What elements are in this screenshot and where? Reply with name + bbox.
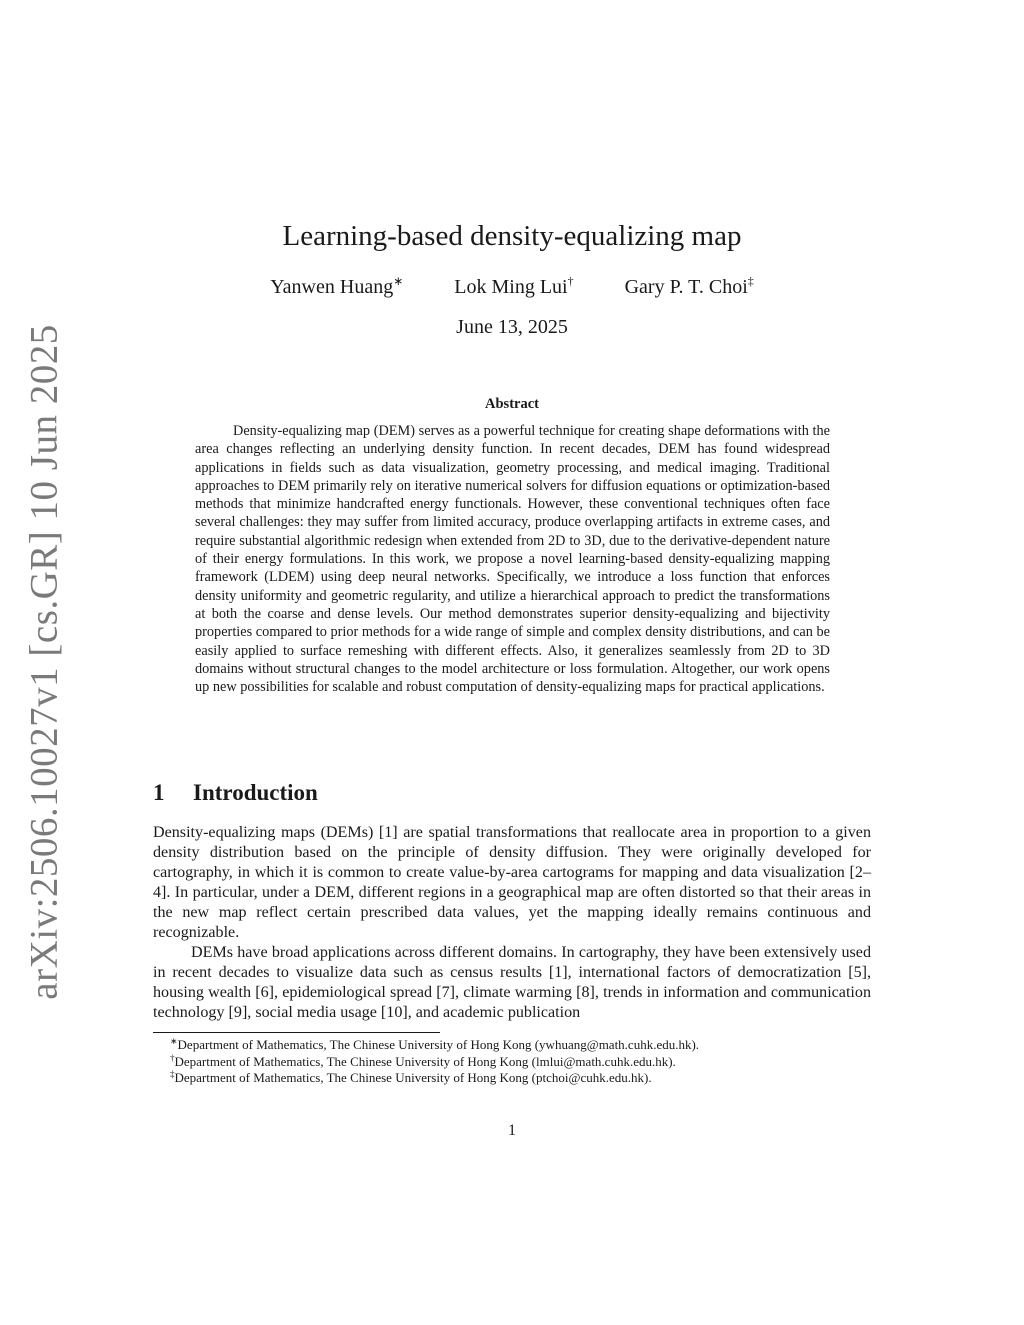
arxiv-identifier-stamp: arXiv:2506.10027v1 [cs.GR] 10 Jun 2025 bbox=[22, 324, 66, 1000]
footnote-2-mark: † bbox=[170, 1052, 175, 1063]
footnotes bbox=[170, 1037, 699, 1087]
author-1-name: Yanwen Huang bbox=[270, 276, 394, 298]
author-1-mark: ∗ bbox=[393, 274, 404, 288]
footnote-1-mark: ∗ bbox=[170, 1036, 178, 1046]
author-2-mark: † bbox=[567, 274, 574, 288]
footnote-3 bbox=[170, 1070, 699, 1087]
author-1 bbox=[270, 276, 403, 299]
footnote-3-text: Department of Mathematics, The Chinese University of Hong Kong (ptchoi@cuhk.edu.hk). bbox=[174, 1070, 652, 1085]
page-number: 1 bbox=[508, 1122, 516, 1139]
author-2 bbox=[454, 276, 573, 299]
section-heading bbox=[153, 780, 318, 806]
footnote-divider bbox=[153, 1032, 440, 1033]
footnote-2 bbox=[170, 1054, 699, 1071]
author-3-mark: ‡ bbox=[747, 274, 754, 288]
section-number: 1 bbox=[153, 780, 165, 805]
author-2-name: Lok Ming Lui bbox=[454, 276, 568, 298]
intro-paragraph-2: DEMs have broad applications across different domains. In cartography, they have been extensively used in recent decades to visualize data such as census results [1], international factors of democratization [5], housing wealth [6], epidemiological spread [7], climate warming [8], trends in information and communication technology [9], social media usage [10], and academic publication bbox=[153, 944, 871, 1021]
paper-title: Learning-based density-equalizing map bbox=[282, 220, 742, 252]
footnote-1-text: Department of Mathematics, The Chinese University of Hong Kong (ywhuang@math.cuhk.edu.hk). bbox=[177, 1037, 700, 1052]
publication-date: June 13, 2025 bbox=[456, 316, 568, 338]
abstract-heading: Abstract bbox=[485, 396, 539, 412]
intro-paragraph-1: Density-equalizing maps (DEMs) [1] are spatial transformations that reallocate area in proportion to a given density distribution based on the principle of density diffusion. They were originally developed for cartography, in which it is common to create value-by-area cartograms for mapping and data visualization [2–4]. In particular, under a DEM, different regions in a geographical map are often distorted so that their areas in the new map reflect certain prescribed data values, yet the mapping ideally remains continuous and recognizable. bbox=[153, 824, 871, 941]
footnote-1 bbox=[170, 1037, 699, 1054]
section-title: Introduction bbox=[193, 780, 318, 805]
author-3 bbox=[625, 276, 754, 299]
author-list bbox=[0, 276, 1024, 299]
abstract-body: Density-equalizing map (DEM) serves as a powerful technique for creating shape deformations with the area changes reflecting an underlying density function. In recent decades, DEM has found widespread applications in fields such as data visualization, geometry processing, and medical imaging. Traditional approaches to DEM primarily rely on iterative numerical solvers for diffusion equations or optimization-based methods that minimize handcrafted energy functionals. However, these conventional techniques often face several challenges: they may suffer from limited accuracy, produce overlapping artifacts in extreme cases, and require substantial algorithmic redesign when extended from 2D to 3D, due to the derivative-dependent nature of their energy formulations. In this work, we propose a novel learning-based density-equalizing mapping framework (LDEM) using deep neural networks. Specifically, we introduce a loss function that enforces density uniformity and geometric regularity, and utilize a hierarchical approach to predict the transformations at both the coarse and dense levels. Our method demonstrates superior density-equalizing and bijectivity properties compared to prior methods for a wide range of simple and complex density distributions, and can be easily applied to surface remeshing with different effects. Also, it generalizes seamlessly from 2D to 3D domains without structural changes to the model architecture or loss formulation. Altogether, our work opens up new possibilities for scalable and robust computation of density-equalizing maps for practical applications. bbox=[195, 423, 830, 696]
footnote-3-mark: ‡ bbox=[170, 1069, 175, 1079]
author-3-name: Gary P. T. Choi bbox=[624, 276, 748, 298]
footnote-2-text: Department of Mathematics, The Chinese University of Hong Kong (lmlui@math.cuhk.edu.hk). bbox=[174, 1053, 676, 1069]
